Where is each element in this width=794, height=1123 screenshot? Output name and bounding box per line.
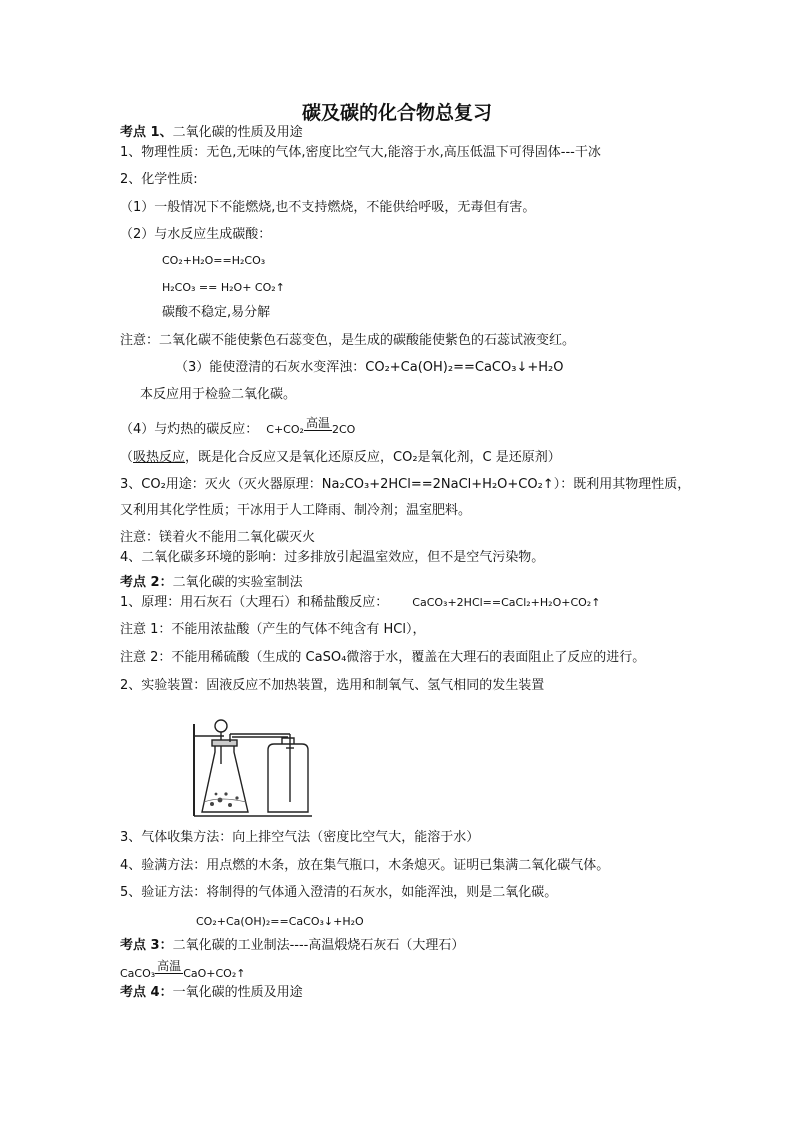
lab-principle [120,595,600,611]
lab-verify: 5、验证方法：将制得的气体通入澄清的石灰水，如能浑浊，则是二氧化碳。 [120,885,558,900]
lab-apparatus: 2、实验装置：固液反应不加热装置，选用和制氧气、氢气相同的发生装置 [120,678,545,693]
endothermic-link[interactable]: 吸热反应 [133,450,186,465]
lab-full-test: 4、验满方法：用点燃的木条，放在集气瓶口，木条熄灭。证明已集满二氧化碳气体。 [120,858,610,873]
equation-left: C+CO₂ [266,423,304,436]
physical-properties: 1、物理性质：无色,无味的气体,密度比空气大,能溶于水,高压低温下可得固体---干冰 [120,145,601,160]
carbonic-acid-note: 碳酸不稳定,易分解 [162,305,271,320]
lab-principle-text: 1、原理：用石灰石（大理石）和稀盐酸反应： [120,595,389,610]
endothermic-rest: ，既是化合反应又是氧化还原反应，CO₂是氧化剂，C 是还原剂） [185,450,561,465]
industrial-equation [120,959,246,982]
chem-prop-3-use: 本反应用于检验二氧化碳。 [140,387,297,402]
chem-prop-1: （1）一般情况下不能燃烧,也不支持燃烧，不能供给呼吸，无毒但有害。 [120,200,536,215]
paren-open: （ [120,450,134,465]
chem-prop-2: （2）与水反应生成碳酸： [120,227,272,242]
page-title: 碳及碳的化合物总复习 [301,102,492,124]
section-1-heading [120,125,303,141]
reaction-condition: 高温 [305,416,330,430]
chem-prop-4-text: （4）与灼热的碳反应： [120,422,259,437]
note-litmus: 注意：二氧化碳不能使紫色石蕊变色，是生成的碳酸能使紫色的石蕊试液变红。 [120,333,576,348]
section-4-heading [120,985,303,1001]
equation-right: 2CO [331,423,356,436]
section-1-text: 二氧化碳的性质及用途 [172,125,303,140]
section-2-heading [120,575,303,591]
lab-principle-equation: CaCO₃+2HCl==CaCl₂+H₂O+CO₂↑ [412,596,601,609]
section-1-label: 考点 1、 [120,125,173,140]
section-3-heading [120,938,464,954]
chemical-properties: 2、化学性质: [120,172,198,187]
lab-collect: 3、气体收集方法：向上排空气法（密度比空气大，能溶于水） [120,830,480,845]
note-conc-hcl: 注意 1：不能用浓盐酸（产生的气体不纯含有 HCl）， [120,622,426,637]
chem-prop-4 [120,416,356,438]
section-3-label: 考点 3： [120,938,173,953]
equation-carbonic-acid-decompose: H₂CO₃ == H₂O+ CO₂↑ [162,281,285,294]
reaction-condition: 高温 [157,959,182,973]
co2-uses-2: 又利用其化学性质；干冰用于人工降雨、制冷剂；温室肥料。 [120,503,472,518]
lab-verify-equation: CO₂+Ca(OH)₂==CaCO₃↓+H₂O [196,915,364,928]
section-4-label: 考点 4： [120,985,173,1000]
apparatus-diagram [190,704,316,820]
equation-right: CaO+CO₂↑ [183,967,246,980]
equation-left: CaCO₃ [120,967,156,980]
section-4-text: 一氧化碳的性质及用途 [172,985,303,1000]
section-2-text: 二氧化碳的实验室制法 [172,575,303,590]
co2-uses-1: 3、CO₂用途：灭火（灭火器原理：Na₂CO₃+2HCl==2NaCl+H₂O+CO₂↑）：既利用其物理性质， [120,477,691,492]
chem-prop-3: （3）能使澄清的石灰水变浑浊：CO₂+Ca(OH)₂==CaCO₃↓+H₂O [175,360,564,375]
note-magnesium: 注意：镁着火不能用二氧化碳灭火 [120,530,316,545]
endothermic-note [120,450,561,466]
equation-carbonic-acid-form: CO₂+H₂O==H₂CO₃ [162,254,266,267]
environment-impact: 4、二氧化碳多环境的影响：过多排放引起温室效应，但不是空气污染物。 [120,550,545,565]
note-sulfuric: 注意 2：不能用稀硫酸（生成的 CaSO₄微溶于水，覆盖在大理石的表面阻止了反应的进行。 [120,650,646,665]
section-3-text: 二氧化碳的工业制法----高温煅烧石灰石（大理石） [172,938,465,953]
section-2-label: 考点 2： [120,575,173,590]
